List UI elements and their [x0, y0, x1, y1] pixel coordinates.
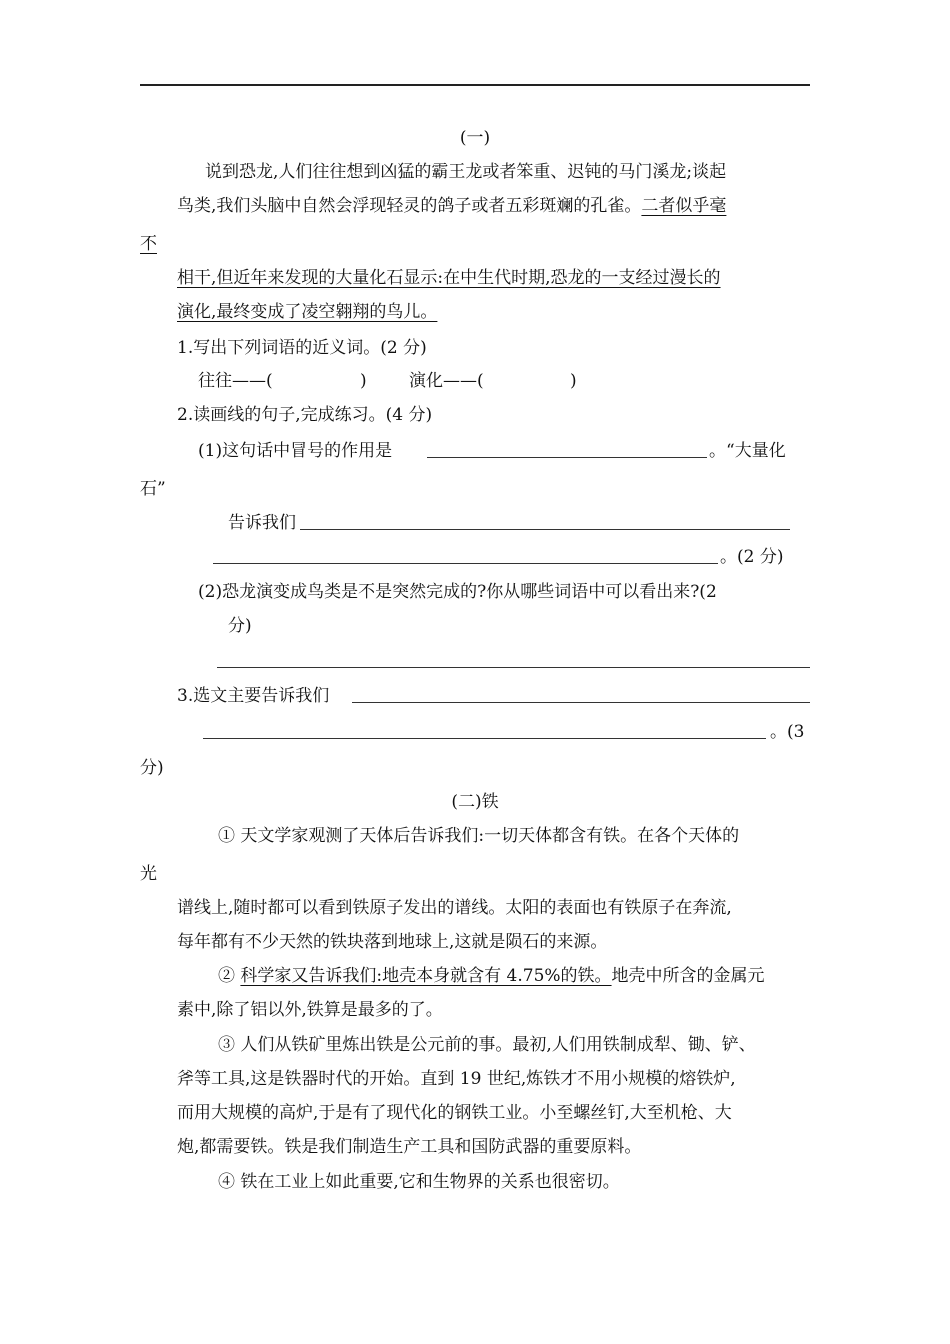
q2-2-prompt: (2)恐龙演变成鸟类是不是突然完成的?你从哪些词语中可以看出来?(2	[198, 582, 717, 602]
passage1-underlined-start: 二者似乎毫	[641, 196, 727, 216]
passage2-p3-line2: 斧等工具,这是铁器时代的开始。直到 19 世纪,炼铁才不用小规模的熔铁炉,	[177, 1069, 736, 1089]
q2-1-prompt-cont: 。“大量化	[709, 441, 786, 461]
passage2-p3-line3: 而用大规模的高炉,于是有了现代化的钢铁工业。小至螺丝钉,大至机枪、大	[177, 1103, 732, 1123]
passage2-p1-wrap: 光	[140, 864, 157, 884]
question-2: 2.读画线的句子,完成练习。(4 分)	[177, 405, 433, 425]
passage1-line3: 不	[140, 234, 157, 254]
passage1-line5: 演化,最终变成了凌空翱翔的鸟儿。	[177, 302, 438, 322]
passage2-p1-line3: 每年都有不少天然的铁块落到地球上,这就是陨石的来源。	[177, 932, 608, 952]
q1-word2: 演化——(	[409, 371, 484, 391]
q2-1-answer-line-3[interactable]	[213, 563, 718, 564]
q2-2-points: 分)	[228, 616, 252, 636]
q3-points-wrap: 分)	[140, 758, 164, 778]
q2-1-answer-line-1[interactable]	[427, 457, 707, 458]
question-1: 1.写出下列词语的近义词。(2 分)	[177, 338, 427, 358]
passage2-p1-line1: ① 天文学家观测了天体后告诉我们:一切天体都含有铁。在各个天体的	[218, 826, 740, 846]
passage2-p3-line4: 炮,都需要铁。铁是我们制造生产工具和国防武器的重要原料。	[177, 1137, 642, 1157]
q1-close2: )	[570, 371, 577, 391]
passage2-p4: ④ 铁在工业上如此重要,它和生物界的关系也很密切。	[218, 1172, 620, 1192]
p2-underlined-sentence: 科学家又告诉我们:地壳本身就含有 4.75%的铁。	[240, 966, 612, 986]
passage2-title: (二)铁	[451, 792, 499, 812]
q2-1-prompt: (1)这句话中冒号的作用是	[198, 441, 393, 461]
header-rule	[140, 84, 810, 86]
p2-number: ②	[218, 966, 241, 986]
q1-close1: )	[360, 371, 367, 391]
passage1-line2	[177, 195, 726, 217]
passage1-line2-text: 鸟类,我们头脑中自然会浮现轻灵的鸽子或者五彩斑斓的孔雀。	[177, 196, 642, 216]
q3-answer-line-1[interactable]	[352, 702, 810, 703]
passage2-p3-line1: ③ 人们从铁矿里炼出铁是公元前的事。最初,人们用铁制成犁、锄、铲、	[218, 1035, 756, 1055]
q2-1-answer-line-2[interactable]	[300, 529, 790, 530]
q2-2-answer-line[interactable]	[217, 667, 810, 668]
passage2-p1-line2: 谱线上,随时都可以看到铁原子发出的谱线。太阳的表面也有铁原子在奔流,	[177, 898, 732, 918]
q3-answer-line-2[interactable]	[203, 738, 766, 739]
q2-1-prompt-wrap: 石”	[140, 479, 166, 499]
passage1-line4: 相干,但近年来发现的大量化石显示:在中生代时期,恐龙的一支经过漫长的	[177, 268, 721, 288]
passage1-line1: 说到恐龙,人们往往想到凶猛的霸王龙或者笨重、迟钝的马门溪龙;谈起	[205, 162, 727, 182]
q1-word1: 往往——(	[198, 371, 273, 391]
passage1-title: (一)	[459, 128, 491, 148]
q2-1-points: 。(2 分)	[720, 547, 784, 567]
q3-points: 。(3	[770, 722, 805, 742]
passage2-p2-line1	[218, 965, 765, 987]
passage2-p2-line2: 素中,除了铝以外,铁算是最多的了。	[177, 1000, 443, 1020]
p2-rest: 地壳中所含的金属元	[611, 966, 765, 986]
q2-1-tell-us: 告诉我们	[228, 513, 296, 533]
question-3: 3.选文主要告诉我们	[177, 686, 330, 706]
